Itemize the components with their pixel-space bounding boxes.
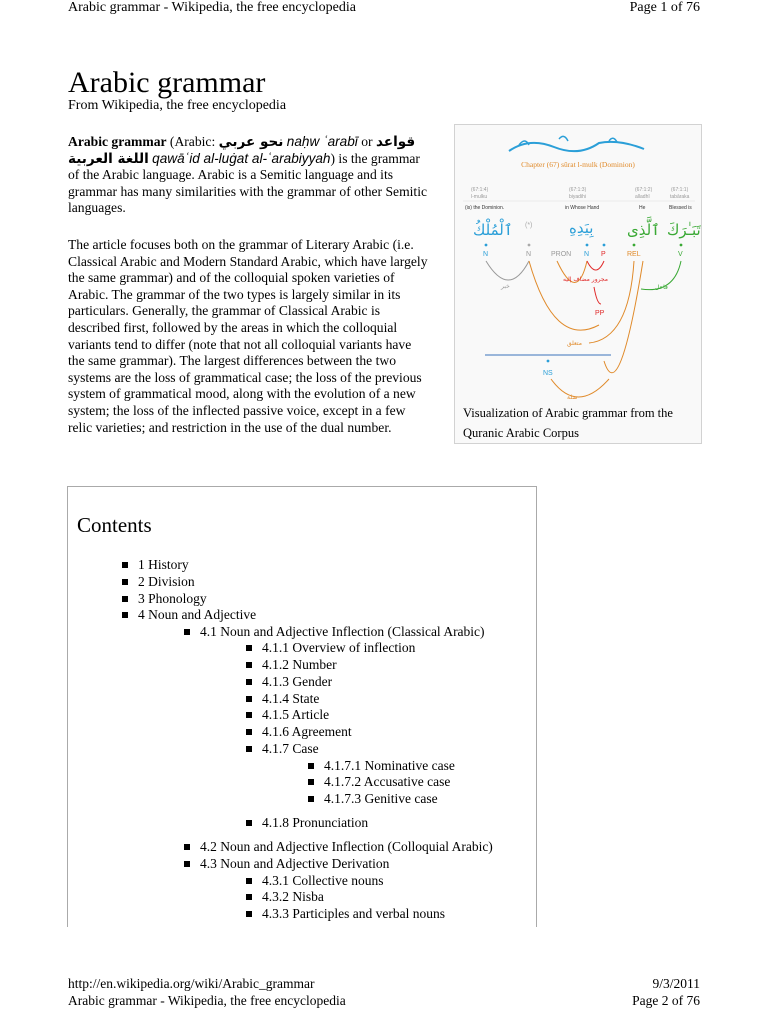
toc-item-label: 4.3.1 Collective nouns — [262, 873, 384, 888]
footer-date: 9/3/2011 — [652, 976, 700, 991]
toc-item[interactable] — [122, 557, 189, 573]
toc-item[interactable] — [122, 607, 256, 623]
translit-3: alladhī — [635, 194, 650, 200]
toc-item-label: 4.1.1 Overview of inflection — [262, 640, 416, 655]
toc-item[interactable] — [246, 707, 329, 723]
transliteration-2: qawāʿid al-luġat al-ʿarabiyyah — [152, 150, 331, 166]
node-dot — [603, 244, 606, 247]
node-dot — [547, 360, 550, 363]
tag-n3: N — [584, 251, 590, 258]
footer-title: Arabic grammar - Wikipedia, the free encyclopedia — [68, 993, 346, 1008]
bullet-icon — [184, 629, 190, 635]
toc-item[interactable] — [184, 624, 485, 640]
tag-n1: N — [483, 251, 489, 258]
intro-paragraph — [68, 134, 428, 217]
toc-item-label: 4.1.6 Agreement — [262, 724, 352, 739]
node-dot — [633, 244, 636, 247]
dependency-arc — [604, 261, 643, 373]
ns-label: NS — [543, 370, 553, 377]
toc-item[interactable] — [184, 839, 493, 855]
bullet-icon — [246, 820, 252, 826]
bullet-icon — [122, 596, 128, 602]
ref-4: (67:1:1) — [671, 187, 689, 193]
toc-item-label: 4.3.2 Nisba — [262, 889, 324, 904]
dependency-arc — [486, 261, 529, 280]
bullet-icon — [184, 844, 190, 850]
toc-item[interactable] — [246, 906, 445, 922]
calligraphy-decoration — [509, 142, 644, 151]
star-label: (*) — [525, 222, 533, 229]
toc-item[interactable] — [308, 774, 450, 790]
toc-item-label: 4.1.2 Number — [262, 657, 337, 672]
translit-2: biyadihi — [569, 194, 586, 200]
arabic-rel-label: خبر — [501, 283, 510, 290]
toc-item-label: 4.3.3 Participles and verbal nouns — [262, 906, 445, 921]
toc-item[interactable] — [246, 724, 352, 740]
bullet-icon — [246, 911, 252, 917]
paren-open: (Arabic: — [166, 134, 219, 149]
node-dot — [528, 244, 531, 247]
bullet-icon — [308, 763, 314, 769]
tag-n2: N — [526, 251, 532, 258]
table-of-contents — [67, 486, 537, 927]
arabic-rel-label: متعلق — [567, 340, 582, 347]
page-title: Arabic grammar — [68, 66, 266, 99]
toc-item[interactable] — [246, 873, 384, 889]
bullet-icon — [308, 779, 314, 785]
node-dot — [680, 244, 683, 247]
bullet-icon — [122, 562, 128, 568]
figure-caption: Visualization of Arabic grammar from the Quranic Arabic Corpus — [463, 406, 673, 440]
arabic-rel-label: فاعل — [655, 284, 668, 291]
toc-item[interactable] — [308, 791, 438, 807]
toc-item-label: 4 Noun and Adjective — [138, 607, 257, 622]
node-dot — [485, 244, 488, 247]
page-header — [68, 0, 700, 20]
page-subtitle: From Wikipedia, the free encyclopedia — [68, 98, 287, 113]
or-text: or — [357, 134, 376, 149]
header-page-number: Page 1 of 76 — [629, 0, 700, 15]
footer-page-number: Page 2 of 76 — [632, 993, 700, 1008]
toc-item-label: 4.1.7.3 Genitive case — [324, 791, 438, 806]
toc-item[interactable] — [246, 657, 337, 673]
toc-item-label: 4.1 Noun and Adjective Inflection (Classical Arabic) — [200, 624, 485, 639]
gloss-2: in Whose Hand — [565, 205, 600, 211]
translit-1: l-mulku — [471, 194, 488, 200]
bullet-icon — [122, 579, 128, 585]
toc-item-label: 4.1.7.2 Accusative case — [324, 774, 451, 789]
dependency-arc — [589, 261, 634, 343]
toc-item-label: 4.1.3 Gender — [262, 674, 333, 689]
toc-item[interactable] — [122, 574, 195, 590]
toc-item[interactable] — [246, 640, 415, 656]
transliteration-1: naḥw ʿarabī — [286, 134, 358, 149]
toc-item-label: 4.3 Noun and Adjective Derivation — [200, 856, 390, 871]
bold-term: Arabic grammar — [68, 134, 167, 149]
bullet-icon — [246, 878, 252, 884]
tag-pron: PRON — [551, 251, 572, 258]
bullet-icon — [246, 696, 252, 702]
arabic-word-2: بِيَدِهِ — [569, 219, 594, 237]
gloss-1: (is) the Dominion. — [465, 205, 505, 211]
bullet-icon — [246, 746, 252, 752]
arabic-word-4: تَبَـٰرَكَ — [667, 221, 701, 239]
dependency-arc — [587, 261, 604, 270]
arabic-term-1: نحو عربي — [218, 134, 284, 150]
arabic-word-1: ٱلْمُلْكُ — [473, 221, 513, 239]
contents-title: Contents — [77, 513, 152, 537]
intro-rest: ) is the grammar of the Arabic language. Arabic is a Semitic language and its grammar has many similarities with the grammar of other Semitic languages. — [68, 150, 428, 216]
grammar-figure — [454, 124, 702, 444]
bullet-icon — [184, 861, 190, 867]
arabic-word-3: ٱلَّذِى — [627, 221, 660, 239]
toc-item-label: 1 History — [138, 557, 189, 572]
gloss-3: He — [639, 205, 646, 211]
footer-url[interactable]: http://en.wikipedia.org/wiki/Arabic_grammar — [68, 976, 315, 991]
toc-item[interactable] — [184, 856, 389, 872]
toc-item[interactable] — [246, 815, 368, 831]
bullet-icon — [308, 796, 314, 802]
node-dot — [586, 244, 589, 247]
focus-paragraph: The article focuses both on the grammar of Literary Arabic (i.e. Classical Arabic and Modern Standard Arabic, which have largely the same grammar) and of the colloquial spoken varieties of Arabic. The grammar of the two types is largely similar in its particulars. Generally, the grammar of Classical Arabic is described first, followed by the areas in which the colloquial variants tend to differ (note that not all colloquial variants have the same grammar). The largest differences between the two systems are the loss of grammatical case; the loss of the previous system of grammatical mood, along with the evolution of a new system; the loss of the inflected passive voice, except in a few relic varieties; and restriction in the use of the dual number. — [68, 237, 428, 435]
dependency-arc — [551, 379, 609, 397]
bullet-icon — [122, 612, 128, 618]
toc-item[interactable] — [246, 741, 319, 757]
bullet-icon — [246, 894, 252, 900]
footer-row-2 — [68, 993, 700, 1011]
bullet-icon — [246, 662, 252, 668]
toc-item-label: 4.1.7.1 Nominative case — [324, 758, 455, 773]
toc-item-label: 4.2 Noun and Adjective Inflection (Colloquial Arabic) — [200, 839, 493, 854]
toc-item[interactable] — [308, 758, 455, 774]
header-title: Arabic grammar - Wikipedia, the free encyclopedia — [68, 0, 356, 15]
arabic-rel-label: صلة — [567, 394, 578, 401]
bullet-icon — [246, 729, 252, 735]
bullet-icon — [246, 645, 252, 651]
dependency-arc — [594, 287, 601, 304]
toc-item-label: 2 Division — [138, 574, 195, 589]
dependency-arc — [529, 261, 599, 330]
gloss-4: Blessed is — [669, 205, 692, 211]
ref-2: (67:1:3) — [569, 187, 587, 193]
toc-item-label: 4.1.7 Case — [262, 741, 319, 756]
footer-row-1 — [68, 976, 700, 994]
pp-label: PP — [595, 310, 605, 317]
toc-item[interactable] — [246, 889, 324, 905]
chapter-label: Chapter (67) sūrat l-mulk (Dominion) — [521, 160, 635, 169]
toc-item-label: 4.1.4 State — [262, 691, 320, 706]
tag-rel: REL — [627, 251, 641, 258]
toc-item-label: 4.1.8 Pronunciation — [262, 815, 369, 830]
tag-v: V — [678, 251, 683, 258]
grammar-diagram — [459, 129, 701, 401]
translit-4: tabāraka — [670, 194, 690, 200]
toc-item[interactable] — [122, 591, 207, 607]
tag-p: P — [601, 251, 606, 258]
arabic-rel-label: مجرور مضاف إليه — [563, 276, 608, 283]
toc-item[interactable] — [246, 674, 332, 690]
ref-1: (67:1:4) — [471, 187, 489, 193]
arabic-term-2: قواعد اللغة العربية — [68, 134, 416, 167]
toc-item-label: 4.1.5 Article — [262, 707, 330, 722]
bullet-icon — [246, 679, 252, 685]
bullet-icon — [246, 712, 252, 718]
ref-3: (67:1:2) — [635, 187, 653, 193]
toc-item-label: 3 Phonology — [138, 591, 207, 606]
toc-item[interactable] — [246, 691, 319, 707]
